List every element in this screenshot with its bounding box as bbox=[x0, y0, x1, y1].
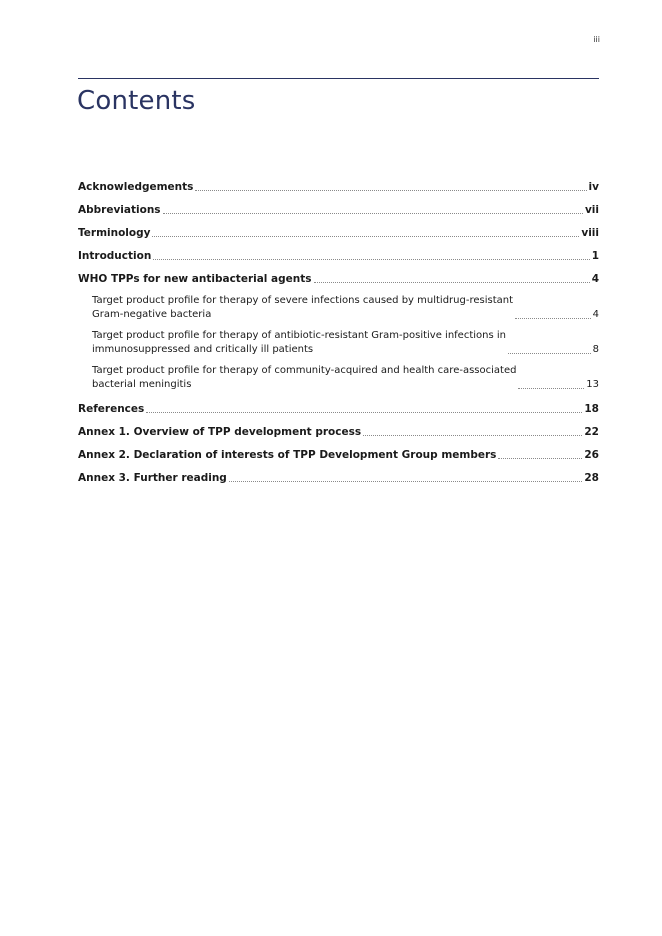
toc-subentry-label: Target product profile for therapy of antibiotic-resistant Gram-positive infections in immunosuppressed and critically ill patients bbox=[92, 330, 506, 355]
title-rule bbox=[78, 78, 599, 79]
dot-leader bbox=[195, 190, 586, 191]
dot-leader bbox=[363, 435, 582, 436]
toc-entry-label: Acknowledgements bbox=[78, 181, 194, 193]
toc-entry-page: 26 bbox=[584, 449, 599, 461]
toc-entry-page: viii bbox=[581, 227, 599, 239]
toc-entry-label: Terminology bbox=[78, 227, 151, 239]
toc-entry-page: iv bbox=[588, 181, 599, 193]
toc-entry-label: Introduction bbox=[78, 250, 152, 262]
toc-entry-page: vii bbox=[584, 204, 599, 216]
toc-subentry-label: Target product profile for therapy of severe infections caused by multidrug-resistant Gram-negative bacteria bbox=[92, 295, 514, 320]
toc-entry-label: References bbox=[78, 403, 145, 415]
dot-leader bbox=[498, 458, 582, 459]
toc-entry-label: WHO TPPs for new antibacterial agents bbox=[78, 273, 312, 285]
toc-entry-terminology[interactable] bbox=[78, 226, 599, 240]
toc-subentry-gram-negative[interactable] bbox=[78, 294, 599, 322]
toc-entry-page: 18 bbox=[584, 403, 599, 415]
dot-leader bbox=[515, 318, 591, 319]
toc-subsection-group bbox=[78, 294, 599, 392]
dot-leader bbox=[518, 388, 584, 389]
toc-entry-introduction[interactable] bbox=[78, 249, 599, 263]
toc-entry-abbreviations[interactable] bbox=[78, 203, 599, 217]
dot-leader bbox=[163, 213, 583, 214]
dot-leader bbox=[229, 481, 583, 482]
toc-subentry-page: 13 bbox=[586, 379, 599, 390]
dot-leader bbox=[508, 353, 591, 354]
toc-entry-page: 4 bbox=[591, 273, 599, 285]
toc-subentry-meningitis[interactable] bbox=[78, 364, 599, 392]
toc-entry-page: 1 bbox=[591, 250, 599, 262]
toc-entry-annex-2[interactable] bbox=[78, 448, 599, 462]
toc-subentry-page: 4 bbox=[592, 309, 599, 320]
toc-entry-who-tpps[interactable] bbox=[78, 272, 599, 286]
toc-subentry-gram-positive[interactable] bbox=[78, 329, 599, 357]
toc-subentry-label: Target product profile for therapy of community-acquired and health care-associated bacterial meningitis bbox=[92, 365, 517, 390]
toc-entry-label: Annex 2. Declaration of interests of TPP Development Group members bbox=[78, 449, 497, 461]
dot-leader bbox=[146, 412, 582, 413]
toc-entry-references[interactable] bbox=[78, 402, 599, 416]
toc-entry-annex-1[interactable] bbox=[78, 425, 599, 439]
page-title: Contents bbox=[77, 86, 196, 116]
toc-entry-page: 22 bbox=[584, 426, 599, 438]
dot-leader bbox=[314, 282, 590, 283]
table-of-contents bbox=[78, 180, 599, 494]
toc-entry-page: 28 bbox=[584, 472, 599, 484]
toc-subentry-page: 8 bbox=[592, 344, 599, 355]
page-number: iii bbox=[593, 35, 600, 44]
toc-entry-label: Annex 3. Further reading bbox=[78, 472, 227, 484]
toc-entry-label: Annex 1. Overview of TPP development process bbox=[78, 426, 362, 438]
dot-leader bbox=[153, 259, 589, 260]
toc-entry-annex-3[interactable] bbox=[78, 471, 599, 485]
dot-leader bbox=[152, 236, 579, 237]
toc-entry-acknowledgements[interactable] bbox=[78, 180, 599, 194]
toc-entry-label: Abbreviations bbox=[78, 204, 161, 216]
